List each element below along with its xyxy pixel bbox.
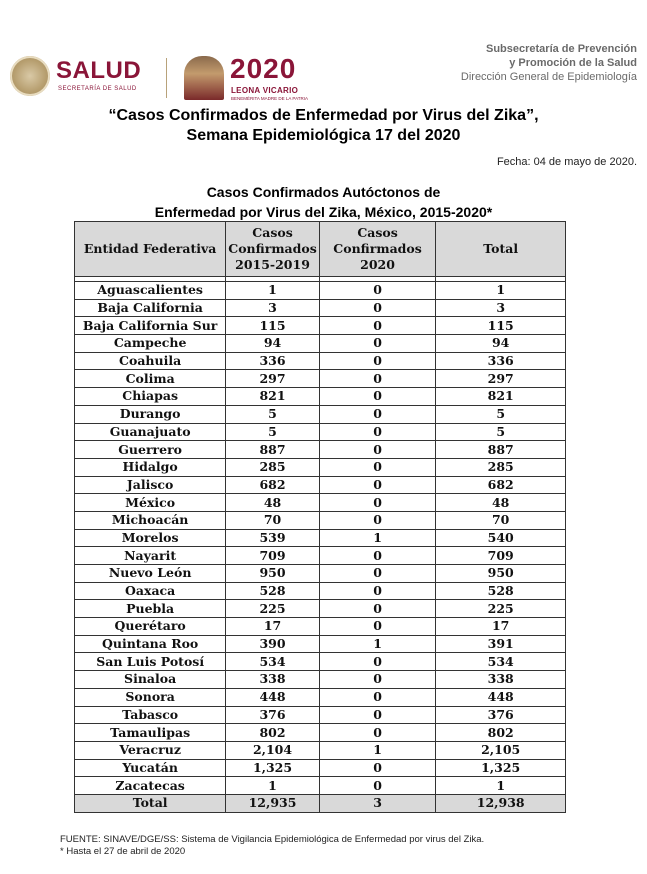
table-row — [75, 653, 566, 671]
state-cell: Quintana Roo — [75, 635, 226, 653]
cases-2020-cell: 0 — [319, 317, 436, 335]
year-logo: 2020 — [230, 53, 297, 84]
cases-2020-cell: 0 — [319, 511, 436, 529]
total-cell: 3 — [436, 299, 566, 317]
total-cell: 528 — [436, 582, 566, 600]
year-logo-name: LEONA VICARIO — [231, 86, 299, 95]
header-entidad: Entidad Federativa — [75, 222, 226, 277]
total-row — [75, 794, 566, 812]
cases-2020-cell: 0 — [319, 423, 436, 441]
header-casos-2020: Casos Confirmados 2020 — [319, 222, 436, 277]
state-cell: Puebla — [75, 600, 226, 618]
cases-2015-2019-cell: 802 — [226, 724, 320, 742]
cases-2020-cell: 0 — [319, 441, 436, 459]
title-line-2: Semana Epidemiológica 17 del 2020 — [186, 127, 461, 144]
cases-2015-2019-cell: 285 — [226, 458, 320, 476]
cases-2020-cell: 0 — [319, 335, 436, 353]
cases-2020-cell: 0 — [319, 706, 436, 724]
total-cell: 950 — [436, 565, 566, 583]
footnote-source: FUENTE: SINAVE/DGE/SS: Sistema de Vigilancia Epidemiológica de Enfermedad por virus del Zika. — [60, 834, 485, 845]
table-row — [75, 565, 566, 583]
cases-2020-cell: 0 — [319, 388, 436, 406]
state-cell: Tamaulipas — [75, 724, 226, 742]
total-cell: 391 — [436, 635, 566, 653]
total-cell: 70 — [436, 511, 566, 529]
total-cell: 448 — [436, 688, 566, 706]
total-cell: 709 — [436, 547, 566, 565]
table-row — [75, 299, 566, 317]
total-cases-2020-cell: 3 — [319, 794, 436, 812]
table-header-row — [75, 222, 566, 277]
total-cell: 5 — [436, 405, 566, 423]
total-cell: 48 — [436, 494, 566, 512]
table-row — [75, 494, 566, 512]
table-row — [75, 741, 566, 759]
cases-2015-2019-cell: 448 — [226, 688, 320, 706]
state-cell: Guerrero — [75, 441, 226, 459]
dept-line-3: Dirección General de Epidemiología — [460, 71, 637, 83]
state-cell: Nuevo León — [75, 565, 226, 583]
total-cell: 1 — [436, 282, 566, 300]
table-row — [75, 600, 566, 618]
total-cell: 5 — [436, 423, 566, 441]
zika-cases-table — [74, 221, 566, 813]
cases-2015-2019-cell: 539 — [226, 529, 320, 547]
cases-2015-2019-cell: 2,104 — [226, 741, 320, 759]
title-line-1: “Casos Confirmados de Enfermedad por Virus del Zika”, — [108, 107, 539, 124]
page-header — [0, 0, 647, 110]
cases-2015-2019-cell: 528 — [226, 582, 320, 600]
total-cell: 887 — [436, 441, 566, 459]
table-row — [75, 777, 566, 795]
table-row — [75, 388, 566, 406]
total-cell: 297 — [436, 370, 566, 388]
table-row — [75, 671, 566, 689]
total-cell: 285 — [436, 458, 566, 476]
year-logo-sub: BENEMÉRITA MADRE DE LA PATRIA — [231, 96, 309, 101]
cases-2020-cell: 0 — [319, 618, 436, 636]
table-row — [75, 529, 566, 547]
table-row — [75, 511, 566, 529]
total-cell: 376 — [436, 706, 566, 724]
total-cell: 540 — [436, 529, 566, 547]
document-date: Fecha: 04 de mayo de 2020. — [496, 156, 637, 168]
dept-line-2: y Promoción de la Salud — [509, 57, 637, 69]
document-title — [0, 106, 647, 146]
total-cell: 682 — [436, 476, 566, 494]
table-row — [75, 547, 566, 565]
total-cell: 534 — [436, 653, 566, 671]
cases-2020-cell: 0 — [319, 494, 436, 512]
table-row — [75, 423, 566, 441]
total-cell: 2,105 — [436, 741, 566, 759]
cases-2015-2019-cell: 70 — [226, 511, 320, 529]
cases-2015-2019-cell: 887 — [226, 441, 320, 459]
table-row — [75, 635, 566, 653]
table-row — [75, 706, 566, 724]
table-title-line-2: Enfermedad por Virus del Zika, México, 2015-2020* — [154, 204, 493, 220]
table-row — [75, 282, 566, 300]
total-state-cell: Total — [75, 794, 226, 812]
table-title — [0, 182, 647, 222]
total-cell: 17 — [436, 618, 566, 636]
cases-2020-cell: 1 — [319, 741, 436, 759]
state-cell: Hidalgo — [75, 458, 226, 476]
state-cell: Baja California — [75, 299, 226, 317]
cases-2020-cell: 0 — [319, 547, 436, 565]
state-cell: Sonora — [75, 688, 226, 706]
table-row — [75, 582, 566, 600]
cases-2015-2019-cell: 115 — [226, 317, 320, 335]
cases-2020-cell: 0 — [319, 759, 436, 777]
cases-2015-2019-cell: 376 — [226, 706, 320, 724]
cases-2015-2019-cell: 5 — [226, 405, 320, 423]
state-cell: Guanajuato — [75, 423, 226, 441]
cases-2020-cell: 0 — [319, 282, 436, 300]
table-row — [75, 441, 566, 459]
total-total-cell: 12,938 — [436, 794, 566, 812]
table-row — [75, 458, 566, 476]
table-row — [75, 476, 566, 494]
table-row — [75, 688, 566, 706]
cases-2015-2019-cell: 1 — [226, 282, 320, 300]
state-cell: Tabasco — [75, 706, 226, 724]
source-footnote — [60, 834, 484, 858]
state-cell: Colima — [75, 370, 226, 388]
state-cell: Querétaro — [75, 618, 226, 636]
cases-2015-2019-cell: 534 — [226, 653, 320, 671]
state-cell: Baja California Sur — [75, 317, 226, 335]
total-cell: 338 — [436, 671, 566, 689]
total-cell: 1 — [436, 777, 566, 795]
state-cell: Jalisco — [75, 476, 226, 494]
state-cell: Campeche — [75, 335, 226, 353]
salud-logo-subtext: SECRETARÍA DE SALUD — [58, 86, 137, 92]
table-row — [75, 724, 566, 742]
total-cell: 1,325 — [436, 759, 566, 777]
table-title-line-1: Casos Confirmados Autóctonos de — [206, 184, 441, 200]
state-cell: Nayarit — [75, 547, 226, 565]
total-cell: 821 — [436, 388, 566, 406]
state-cell: Yucatán — [75, 759, 226, 777]
cases-2015-2019-cell: 3 — [226, 299, 320, 317]
cases-2015-2019-cell: 950 — [226, 565, 320, 583]
cases-2020-cell: 0 — [319, 370, 436, 388]
logo-divider — [166, 58, 167, 98]
cases-2020-cell: 0 — [319, 777, 436, 795]
cases-2015-2019-cell: 1,325 — [226, 759, 320, 777]
cases-2020-cell: 1 — [319, 635, 436, 653]
state-cell: Durango — [75, 405, 226, 423]
total-cases-2015-2019-cell: 12,935 — [226, 794, 320, 812]
state-cell: México — [75, 494, 226, 512]
cases-2020-cell: 0 — [319, 299, 436, 317]
header-total: Total — [436, 222, 566, 277]
cases-2015-2019-cell: 336 — [226, 352, 320, 370]
cases-2020-cell: 0 — [319, 671, 436, 689]
cases-2015-2019-cell: 48 — [226, 494, 320, 512]
header-casos-2015-2019: Casos Confirmados 2015-2019 — [226, 222, 320, 277]
table-row — [75, 759, 566, 777]
table-row — [75, 317, 566, 335]
cases-2015-2019-cell: 390 — [226, 635, 320, 653]
total-cell: 336 — [436, 352, 566, 370]
total-cell: 802 — [436, 724, 566, 742]
cases-2020-cell: 0 — [319, 565, 436, 583]
cases-2020-cell: 0 — [319, 352, 436, 370]
state-cell: Sinaloa — [75, 671, 226, 689]
table-row — [75, 352, 566, 370]
cases-2020-cell: 1 — [319, 529, 436, 547]
total-cell: 94 — [436, 335, 566, 353]
state-cell: Morelos — [75, 529, 226, 547]
cases-2015-2019-cell: 297 — [226, 370, 320, 388]
cases-2020-cell: 0 — [319, 724, 436, 742]
state-cell: Michoacán — [75, 511, 226, 529]
state-cell: Veracruz — [75, 741, 226, 759]
state-cell: Oaxaca — [75, 582, 226, 600]
cases-2020-cell: 0 — [319, 653, 436, 671]
table-row — [75, 618, 566, 636]
state-cell: Zacatecas — [75, 777, 226, 795]
footnote-date: * Hasta el 27 de abril de 2020 — [60, 846, 186, 857]
state-cell: Aguascalientes — [75, 282, 226, 300]
cases-2020-cell: 0 — [319, 600, 436, 618]
cases-2020-cell: 0 — [319, 405, 436, 423]
cases-2015-2019-cell: 17 — [226, 618, 320, 636]
table-row — [75, 370, 566, 388]
cases-2015-2019-cell: 225 — [226, 600, 320, 618]
table-row — [75, 335, 566, 353]
total-cell: 115 — [436, 317, 566, 335]
table-row — [75, 405, 566, 423]
dept-line-1: Subsecretaría de Prevención — [485, 43, 637, 55]
cases-2015-2019-cell: 1 — [226, 777, 320, 795]
state-cell: Coahuila — [75, 352, 226, 370]
cases-2020-cell: 0 — [319, 458, 436, 476]
cases-2015-2019-cell: 709 — [226, 547, 320, 565]
cases-2015-2019-cell: 338 — [226, 671, 320, 689]
cases-2020-cell: 0 — [319, 688, 436, 706]
table-body — [75, 277, 566, 813]
cases-2020-cell: 0 — [319, 582, 436, 600]
cases-2015-2019-cell: 94 — [226, 335, 320, 353]
salud-logo-text: SALUD — [56, 57, 142, 84]
leona-vicario-portrait — [184, 56, 224, 100]
total-cell: 225 — [436, 600, 566, 618]
coat-of-arms-logo — [10, 56, 50, 96]
cases-2015-2019-cell: 821 — [226, 388, 320, 406]
cases-2015-2019-cell: 5 — [226, 423, 320, 441]
state-cell: Chiapas — [75, 388, 226, 406]
cases-2015-2019-cell: 682 — [226, 476, 320, 494]
state-cell: San Luis Potosí — [75, 653, 226, 671]
cases-2020-cell: 0 — [319, 476, 436, 494]
department-block — [461, 42, 637, 84]
